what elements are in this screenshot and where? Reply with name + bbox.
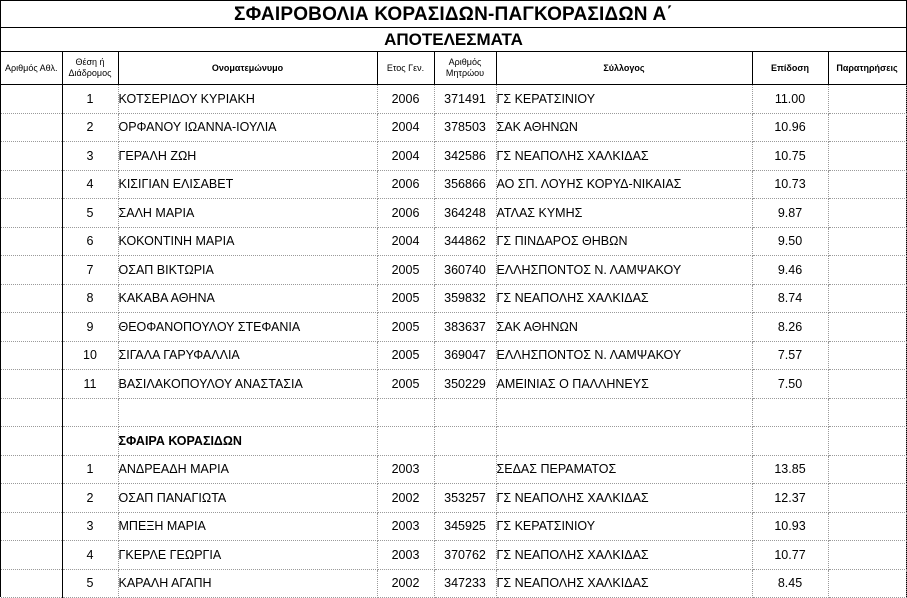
name-cell[interactable]: ΘΕΟΦΑΝΟΠΟΥΛΟΥ ΣΤΕΦΑΝΙΑ: [118, 313, 377, 342]
club-cell[interactable]: ΓΣ ΝΕΑΠΟΛΗΣ ΧΑΛΚΙΔΑΣ: [496, 569, 752, 598]
blank-row: [1, 398, 906, 427]
club-cell[interactable]: [496, 427, 752, 456]
performance-cell[interactable]: 10.73: [752, 170, 828, 199]
athlete-no-cell[interactable]: [1, 569, 62, 598]
performance-cell[interactable]: 7.57: [752, 341, 828, 370]
table-row: [1, 170, 906, 199]
athlete-no-cell[interactable]: [1, 541, 62, 570]
table-row: [1, 455, 906, 484]
athlete-no-cell[interactable]: [1, 512, 62, 541]
year-cell[interactable]: 2005: [377, 313, 434, 342]
athlete-no-cell[interactable]: [1, 170, 62, 199]
year-cell[interactable]: 2005: [377, 284, 434, 313]
athlete-no-cell[interactable]: [1, 85, 62, 114]
club-cell[interactable]: ΕΛΛΗΣΠΟΝΤΟΣ Ν. ΛΑΜΨΑΚΟΥ: [496, 256, 752, 285]
registry-cell[interactable]: 345925: [434, 512, 496, 541]
col-header-performance[interactable]: Επίδοση: [752, 52, 828, 85]
col-header-club[interactable]: Σύλλογος: [496, 52, 752, 85]
year-cell[interactable]: [377, 427, 434, 456]
table-row: [1, 341, 906, 370]
athlete-no-cell[interactable]: [1, 484, 62, 513]
position-cell[interactable]: 5: [62, 569, 118, 598]
name-cell[interactable]: ΚΑΚΑΒΑ ΑΘΗΝΑ: [118, 284, 377, 313]
name-cell[interactable]: ΓΕΡΑΛΗ ΖΩΗ: [118, 142, 377, 171]
registry-cell[interactable]: 364248: [434, 199, 496, 228]
position-cell[interactable]: [62, 427, 118, 456]
name-cell[interactable]: ΒΑΣΙΛΑΚΟΠΟΥΛΟΥ ΑΝΑΣΤΑΣΙΑ: [118, 370, 377, 399]
name-cell[interactable]: ΚΙΣΙΓΙΑΝ ΕΛΙΣΑΒΕΤ: [118, 170, 377, 199]
club-cell[interactable]: ΓΣ ΝΕΑΠΟΛΗΣ ΧΑΛΚΙΔΑΣ: [496, 142, 752, 171]
table-row: [1, 569, 906, 598]
sheet-subtitle: ΑΠΟΤΕΛΕΣΜΑΤΑ: [1, 28, 906, 52]
year-cell[interactable]: 2006: [377, 170, 434, 199]
name-cell[interactable]: ΓΚΕΡΛΕ ΓΕΩΡΓΙΑ: [118, 541, 377, 570]
position-cell[interactable]: 7: [62, 256, 118, 285]
registry-cell[interactable]: 353257: [434, 484, 496, 513]
position-cell[interactable]: 9: [62, 313, 118, 342]
club-cell[interactable]: ΓΣ ΝΕΑΠΟΛΗΣ ΧΑΛΚΙΔΑΣ: [496, 284, 752, 313]
remarks-cell[interactable]: [828, 313, 906, 342]
year-cell[interactable]: [377, 398, 434, 427]
name-cell[interactable]: ΣΑΛΗ ΜΑΡΙΑ: [118, 199, 377, 228]
athlete-no-cell[interactable]: [1, 113, 62, 142]
registry-cell[interactable]: 347233: [434, 569, 496, 598]
col-header-remarks[interactable]: Παρατηρήσεις: [828, 52, 906, 85]
sheet-title: ΣΦΑΙΡΟΒΟΛΙΑ ΚΟΡΑΣΙΔΩΝ-ΠΑΓΚΟΡΑΣΙΔΩΝ Α΄: [1, 1, 906, 28]
registry-cell[interactable]: 383637: [434, 313, 496, 342]
club-cell[interactable]: ΣΑΚ ΑΘΗΝΩΝ: [496, 313, 752, 342]
remarks-cell[interactable]: [828, 484, 906, 513]
table-row: [1, 484, 906, 513]
remarks-cell[interactable]: [828, 455, 906, 484]
position-cell[interactable]: 3: [62, 512, 118, 541]
remarks-cell[interactable]: [828, 398, 906, 427]
registry-cell[interactable]: 370762: [434, 541, 496, 570]
position-cell[interactable]: 3: [62, 142, 118, 171]
remarks-cell[interactable]: [828, 170, 906, 199]
col-header-position[interactable]: Θέση ή Διάδρομος: [62, 52, 118, 85]
col-header-year[interactable]: Ετος Γεν.: [377, 52, 434, 85]
col-header-athlete-no[interactable]: Αριθμός Αθλ.: [1, 52, 62, 85]
club-cell[interactable]: ΓΣ ΝΕΑΠΟΛΗΣ ΧΑΛΚΙΔΑΣ: [496, 484, 752, 513]
results-table: [1, 52, 907, 598]
club-cell[interactable]: ΓΣ ΚΕΡΑΤΣΙΝΙΟΥ: [496, 85, 752, 114]
registry-cell[interactable]: 359832: [434, 284, 496, 313]
club-cell[interactable]: ΣΑΚ ΑΘΗΝΩΝ: [496, 113, 752, 142]
performance-cell[interactable]: 11.00: [752, 85, 828, 114]
name-cell[interactable]: ΚΑΡΑΛΗ ΑΓΑΠΗ: [118, 569, 377, 598]
name-cell[interactable]: ΚΟΚΟΝΤΙΝΗ ΜΑΡΙΑ: [118, 227, 377, 256]
position-cell[interactable]: 10: [62, 341, 118, 370]
header-row: [1, 52, 906, 85]
year-cell[interactable]: 2004: [377, 227, 434, 256]
performance-cell[interactable]: 13.85: [752, 455, 828, 484]
athlete-no-cell[interactable]: [1, 199, 62, 228]
table-row: [1, 199, 906, 228]
registry-cell[interactable]: 378503: [434, 113, 496, 142]
club-cell[interactable]: ΓΣ ΚΕΡΑΤΣΙΝΙΟΥ: [496, 512, 752, 541]
performance-cell[interactable]: 9.50: [752, 227, 828, 256]
table-row: [1, 370, 906, 399]
athlete-no-cell[interactable]: [1, 341, 62, 370]
position-cell[interactable]: 5: [62, 199, 118, 228]
performance-cell[interactable]: 8.45: [752, 569, 828, 598]
year-cell[interactable]: 2005: [377, 341, 434, 370]
club-cell[interactable]: ΑΤΛΑΣ ΚΥΜΗΣ: [496, 199, 752, 228]
table-row: [1, 313, 906, 342]
table-row: [1, 284, 906, 313]
year-cell[interactable]: 2002: [377, 569, 434, 598]
name-cell[interactable]: ΣΦΑΙΡΑ ΚΟΡΑΣΙΔΩΝ: [118, 427, 377, 456]
athlete-no-cell[interactable]: [1, 455, 62, 484]
club-cell[interactable]: ΓΣ ΝΕΑΠΟΛΗΣ ΧΑΛΚΙΔΑΣ: [496, 541, 752, 570]
performance-cell[interactable]: 9.46: [752, 256, 828, 285]
table-row: [1, 142, 906, 171]
remarks-cell[interactable]: [828, 569, 906, 598]
remarks-cell[interactable]: [828, 85, 906, 114]
performance-cell[interactable]: 10.77: [752, 541, 828, 570]
athlete-no-cell[interactable]: [1, 313, 62, 342]
year-cell[interactable]: 2004: [377, 142, 434, 171]
club-cell[interactable]: ΓΣ ΠΙΝΔΑΡΟΣ ΘΗΒΩΝ: [496, 227, 752, 256]
registry-cell[interactable]: [434, 455, 496, 484]
performance-cell[interactable]: 7.50: [752, 370, 828, 399]
remarks-cell[interactable]: [828, 142, 906, 171]
registry-cell[interactable]: 360740: [434, 256, 496, 285]
name-cell[interactable]: ΟΣΑΠ ΒΙΚΤΩΡΙΑ: [118, 256, 377, 285]
year-cell[interactable]: 2003: [377, 512, 434, 541]
performance-cell[interactable]: [752, 398, 828, 427]
position-cell[interactable]: 4: [62, 170, 118, 199]
year-cell[interactable]: 2004: [377, 113, 434, 142]
year-cell[interactable]: 2003: [377, 455, 434, 484]
name-cell[interactable]: ΟΡΦΑΝΟΥ ΙΩΑΝΝΑ-ΙΟΥΛΙΑ: [118, 113, 377, 142]
remarks-cell[interactable]: [828, 341, 906, 370]
position-cell[interactable]: [62, 398, 118, 427]
position-cell[interactable]: 6: [62, 227, 118, 256]
remarks-cell[interactable]: [828, 284, 906, 313]
remarks-cell[interactable]: [828, 427, 906, 456]
athlete-no-cell[interactable]: [1, 370, 62, 399]
position-cell[interactable]: 11: [62, 370, 118, 399]
registry-cell[interactable]: [434, 427, 496, 456]
registry-cell[interactable]: 342586: [434, 142, 496, 171]
table-row: [1, 113, 906, 142]
performance-cell[interactable]: 10.75: [752, 142, 828, 171]
position-cell[interactable]: 1: [62, 85, 118, 114]
registry-cell[interactable]: 369047: [434, 341, 496, 370]
remarks-cell[interactable]: [828, 256, 906, 285]
registry-cell[interactable]: 344862: [434, 227, 496, 256]
athlete-no-cell[interactable]: [1, 142, 62, 171]
performance-cell[interactable]: 10.96: [752, 113, 828, 142]
registry-cell[interactable]: 371491: [434, 85, 496, 114]
col-header-registry[interactable]: Αριθμός Μητρώου: [434, 52, 496, 85]
name-cell[interactable]: ΜΠΕΞΗ ΜΑΡΙΑ: [118, 512, 377, 541]
registry-cell[interactable]: 350229: [434, 370, 496, 399]
athlete-no-cell[interactable]: [1, 256, 62, 285]
year-cell[interactable]: 2002: [377, 484, 434, 513]
athlete-no-cell[interactable]: [1, 427, 62, 456]
performance-cell[interactable]: [752, 427, 828, 456]
table-row: [1, 512, 906, 541]
registry-cell[interactable]: [434, 398, 496, 427]
remarks-cell[interactable]: [828, 227, 906, 256]
col-header-name[interactable]: Ονοματεμώνυμο: [118, 52, 377, 85]
name-cell[interactable]: ΑΝΔΡΕΑΔΗ ΜΑΡΙΑ: [118, 455, 377, 484]
year-cell[interactable]: 2006: [377, 199, 434, 228]
name-cell[interactable]: [118, 398, 377, 427]
position-cell[interactable]: 2: [62, 113, 118, 142]
table-row: [1, 227, 906, 256]
performance-cell[interactable]: 8.26: [752, 313, 828, 342]
year-cell[interactable]: 2003: [377, 541, 434, 570]
club-cell[interactable]: ΕΛΛΗΣΠΟΝΤΟΣ Ν. ΛΑΜΨΑΚΟΥ: [496, 341, 752, 370]
position-cell[interactable]: 2: [62, 484, 118, 513]
position-cell[interactable]: 4: [62, 541, 118, 570]
performance-cell[interactable]: 8.74: [752, 284, 828, 313]
athlete-no-cell[interactable]: [1, 284, 62, 313]
remarks-cell[interactable]: [828, 113, 906, 142]
table-row: [1, 541, 906, 570]
remarks-cell[interactable]: [828, 199, 906, 228]
table-row: [1, 85, 906, 114]
club-cell[interactable]: ΑΟ ΣΠ. ΛΟΥΗΣ ΚΟΡΥΔ-ΝΙΚΑΙΑΣ: [496, 170, 752, 199]
performance-cell[interactable]: 9.87: [752, 199, 828, 228]
remarks-cell[interactable]: [828, 512, 906, 541]
position-cell[interactable]: 1: [62, 455, 118, 484]
athlete-no-cell[interactable]: [1, 227, 62, 256]
name-cell[interactable]: ΣΙΓΑΛΑ ΓΑΡΥΦΑΛΛΙΑ: [118, 341, 377, 370]
remarks-cell[interactable]: [828, 541, 906, 570]
section-header-row: [1, 427, 906, 456]
year-cell[interactable]: 2006: [377, 85, 434, 114]
name-cell[interactable]: ΟΣΑΠ ΠΑΝΑΓΙΩΤΑ: [118, 484, 377, 513]
performance-cell[interactable]: 10.93: [752, 512, 828, 541]
athlete-no-cell[interactable]: [1, 398, 62, 427]
performance-cell[interactable]: 12.37: [752, 484, 828, 513]
year-cell[interactable]: 2005: [377, 370, 434, 399]
position-cell[interactable]: 8: [62, 284, 118, 313]
club-cell[interactable]: [496, 398, 752, 427]
registry-cell[interactable]: 356866: [434, 170, 496, 199]
club-cell[interactable]: ΑΜΕΙΝΙΑΣ Ο ΠΑΛΛΗΝΕΥΣ: [496, 370, 752, 399]
club-cell[interactable]: ΣΕΔΑΣ ΠΕΡΑΜΑΤΟΣ: [496, 455, 752, 484]
remarks-cell[interactable]: [828, 370, 906, 399]
year-cell[interactable]: 2005: [377, 256, 434, 285]
name-cell[interactable]: ΚΟΤΣΕΡΙΔΟΥ ΚΥΡΙΑΚΗ: [118, 85, 377, 114]
table-row: [1, 256, 906, 285]
